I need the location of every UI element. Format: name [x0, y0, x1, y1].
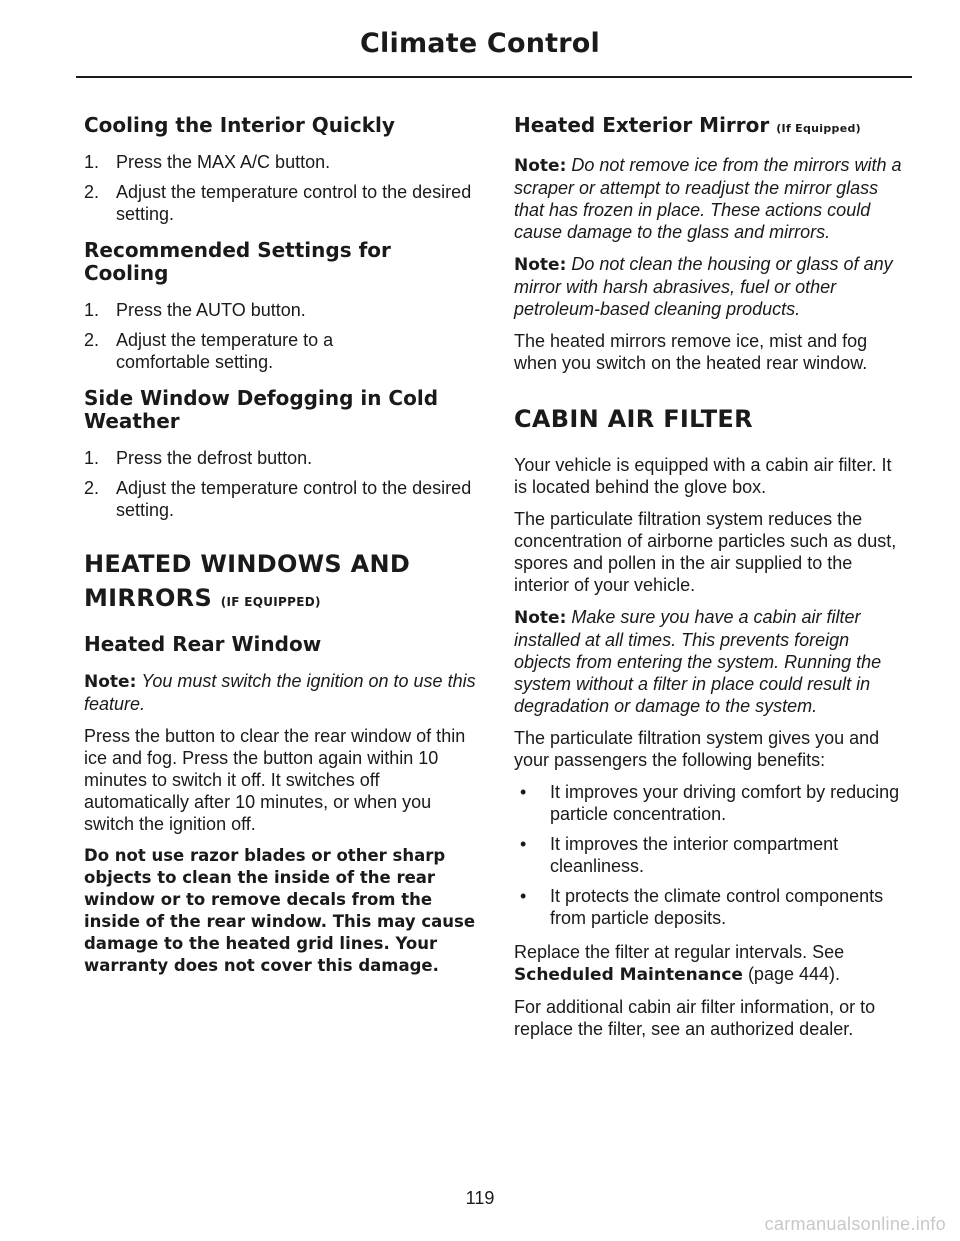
- section-cooling-quickly: [84, 114, 478, 225]
- step-text: Press the defrost button.: [116, 448, 313, 468]
- reference-lead-text: Replace the filter at regular intervals. See: [514, 942, 845, 962]
- heading-cooling-quickly: Cooling the Interior Quickly: [84, 113, 395, 137]
- note-label: Note:: [84, 672, 137, 692]
- note-label: Note:: [514, 156, 567, 176]
- page-title: Climate Control: [360, 28, 600, 59]
- heading-line-1: HEATED WINDOWS AND: [84, 550, 411, 578]
- note-paragraph: [514, 154, 908, 243]
- step-number: 1.: [84, 152, 100, 172]
- note-text: Make sure you have a cabin air filter installed at all times. This prevents foreign objects from entering the system. Running the system without a filter in place could result in degradation or damage to the system.: [514, 607, 882, 716]
- steps-side-window-defogging: [84, 447, 478, 521]
- list-item-text: It improves the interior compartment cleanliness.: [550, 834, 839, 876]
- step-item: [84, 329, 478, 373]
- left-column: [84, 114, 478, 987]
- note-paragraph: [514, 606, 908, 717]
- step-text: Adjust the temperature control to the desired setting.: [116, 182, 472, 224]
- body-paragraph: The heated mirrors remove ice, mist and fog when you switch on the heated rear window.: [514, 331, 868, 373]
- step-number: 2.: [84, 182, 100, 202]
- equipment-tag: (IF EQUIPPED): [220, 595, 321, 609]
- heading-heated-rear-window: Heated Rear Window: [84, 632, 322, 656]
- body-paragraph: For additional cabin air filter information, or to replace the filter, see an authorized dealer.: [514, 997, 876, 1039]
- step-item: [84, 151, 478, 173]
- step-item: [84, 477, 478, 521]
- step-text: Press the AUTO button.: [116, 300, 306, 320]
- section-recommended-cooling: [84, 239, 478, 373]
- note-label: Note:: [514, 255, 567, 275]
- section-heated-rear-window: [84, 633, 478, 977]
- step-text: Adjust the temperature control to the desired setting.: [116, 478, 472, 520]
- note-text: Do not remove ice from the mirrors with a scraper or attempt to readjust the mirror glass that has frozen in place. These actions could cause damage to the glass and mirrors.: [514, 155, 902, 242]
- list-item: [514, 885, 908, 929]
- list-item: [514, 833, 908, 877]
- heading-recommended-cooling: Recommended Settings for Cooling: [84, 238, 391, 285]
- heading-heated-exterior-mirror: [514, 114, 908, 140]
- body-paragraph: The particulate filtration system reduces the concentration of airborne particles such as dust, spores and pollen in the air supplied to the interior of your vehicle.: [514, 509, 897, 595]
- warning-paragraph: Do not use razor blades or other sharp objects to clean the inside of the rear window or to remove decals from the inside of the rear window. This may cause damage to the heated grid lines. Your warranty does not cover this damage.: [84, 846, 476, 975]
- step-number: 2.: [84, 478, 100, 498]
- note-paragraph: [514, 253, 908, 320]
- body-paragraph: [514, 941, 908, 986]
- bullet-glyph: •: [520, 782, 527, 802]
- page-header: [0, 28, 960, 59]
- step-number: 1.: [84, 300, 100, 320]
- bullet-glyph: •: [520, 834, 527, 854]
- heading-side-window-defogging: Side Window Defogging in Cold Weather: [84, 386, 439, 433]
- note-label: Note:: [514, 608, 567, 628]
- benefits-list: [514, 781, 908, 929]
- list-item-text: It improves your driving comfort by reducing particle concentration.: [550, 782, 900, 824]
- section-heated-exterior-mirror: [514, 114, 908, 374]
- reference-page: (page 444).: [742, 964, 841, 984]
- note-text: You must switch the ignition on to use this feature.: [84, 671, 476, 714]
- heading-text: Heated Exterior Mirror: [514, 113, 770, 137]
- note-paragraph: [84, 670, 478, 715]
- step-item: [84, 299, 478, 321]
- body-paragraph: Press the button to clear the rear window of thin ice and fog. Press the button again within 10 minutes to switch it off. It switches off automatically after 10 minutes, or when you switch the ignition off.: [84, 726, 466, 834]
- steps-recommended-cooling: [84, 299, 478, 373]
- step-item: [84, 447, 478, 469]
- step-number: 1.: [84, 448, 100, 468]
- list-item-text: It protects the climate control components from particle deposits.: [550, 886, 884, 928]
- cross-reference-link[interactable]: Scheduled Maintenance: [514, 965, 743, 985]
- step-text: Press the MAX A/C button.: [116, 152, 331, 172]
- watermark: carmanualsonline.info: [764, 1214, 946, 1234]
- step-number: 2.: [84, 330, 100, 350]
- section-side-window-defogging: [84, 387, 478, 521]
- heading-cabin-air-filter: CABIN AIR FILTER: [514, 405, 753, 433]
- section-heated-windows-mirrors: [84, 547, 478, 619]
- body-paragraph: Your vehicle is equipped with a cabin air filter. It is located behind the glove box.: [514, 455, 892, 497]
- section-cabin-air-filter: [514, 402, 908, 1040]
- heading-heated-windows-mirrors: [84, 547, 478, 619]
- header-divider: [76, 76, 912, 78]
- page-number: 119: [465, 1188, 495, 1208]
- body-paragraph: The particulate filtration system gives you and your passengers the following benefits:: [514, 728, 880, 770]
- right-column: [514, 114, 908, 1050]
- step-item: [84, 181, 478, 225]
- equipment-tag: (If Equipped): [776, 122, 861, 135]
- heading-line-2: MIRRORS: [84, 584, 213, 612]
- list-item: [514, 781, 908, 825]
- steps-cooling-quickly: [84, 151, 478, 225]
- note-text: Do not clean the housing or glass of any mirror with harsh abrasives, fuel or other petroleum-based cleaning products.: [514, 254, 893, 319]
- bullet-glyph: •: [520, 886, 527, 906]
- step-text: Adjust the temperature to a comfortable setting.: [116, 330, 334, 372]
